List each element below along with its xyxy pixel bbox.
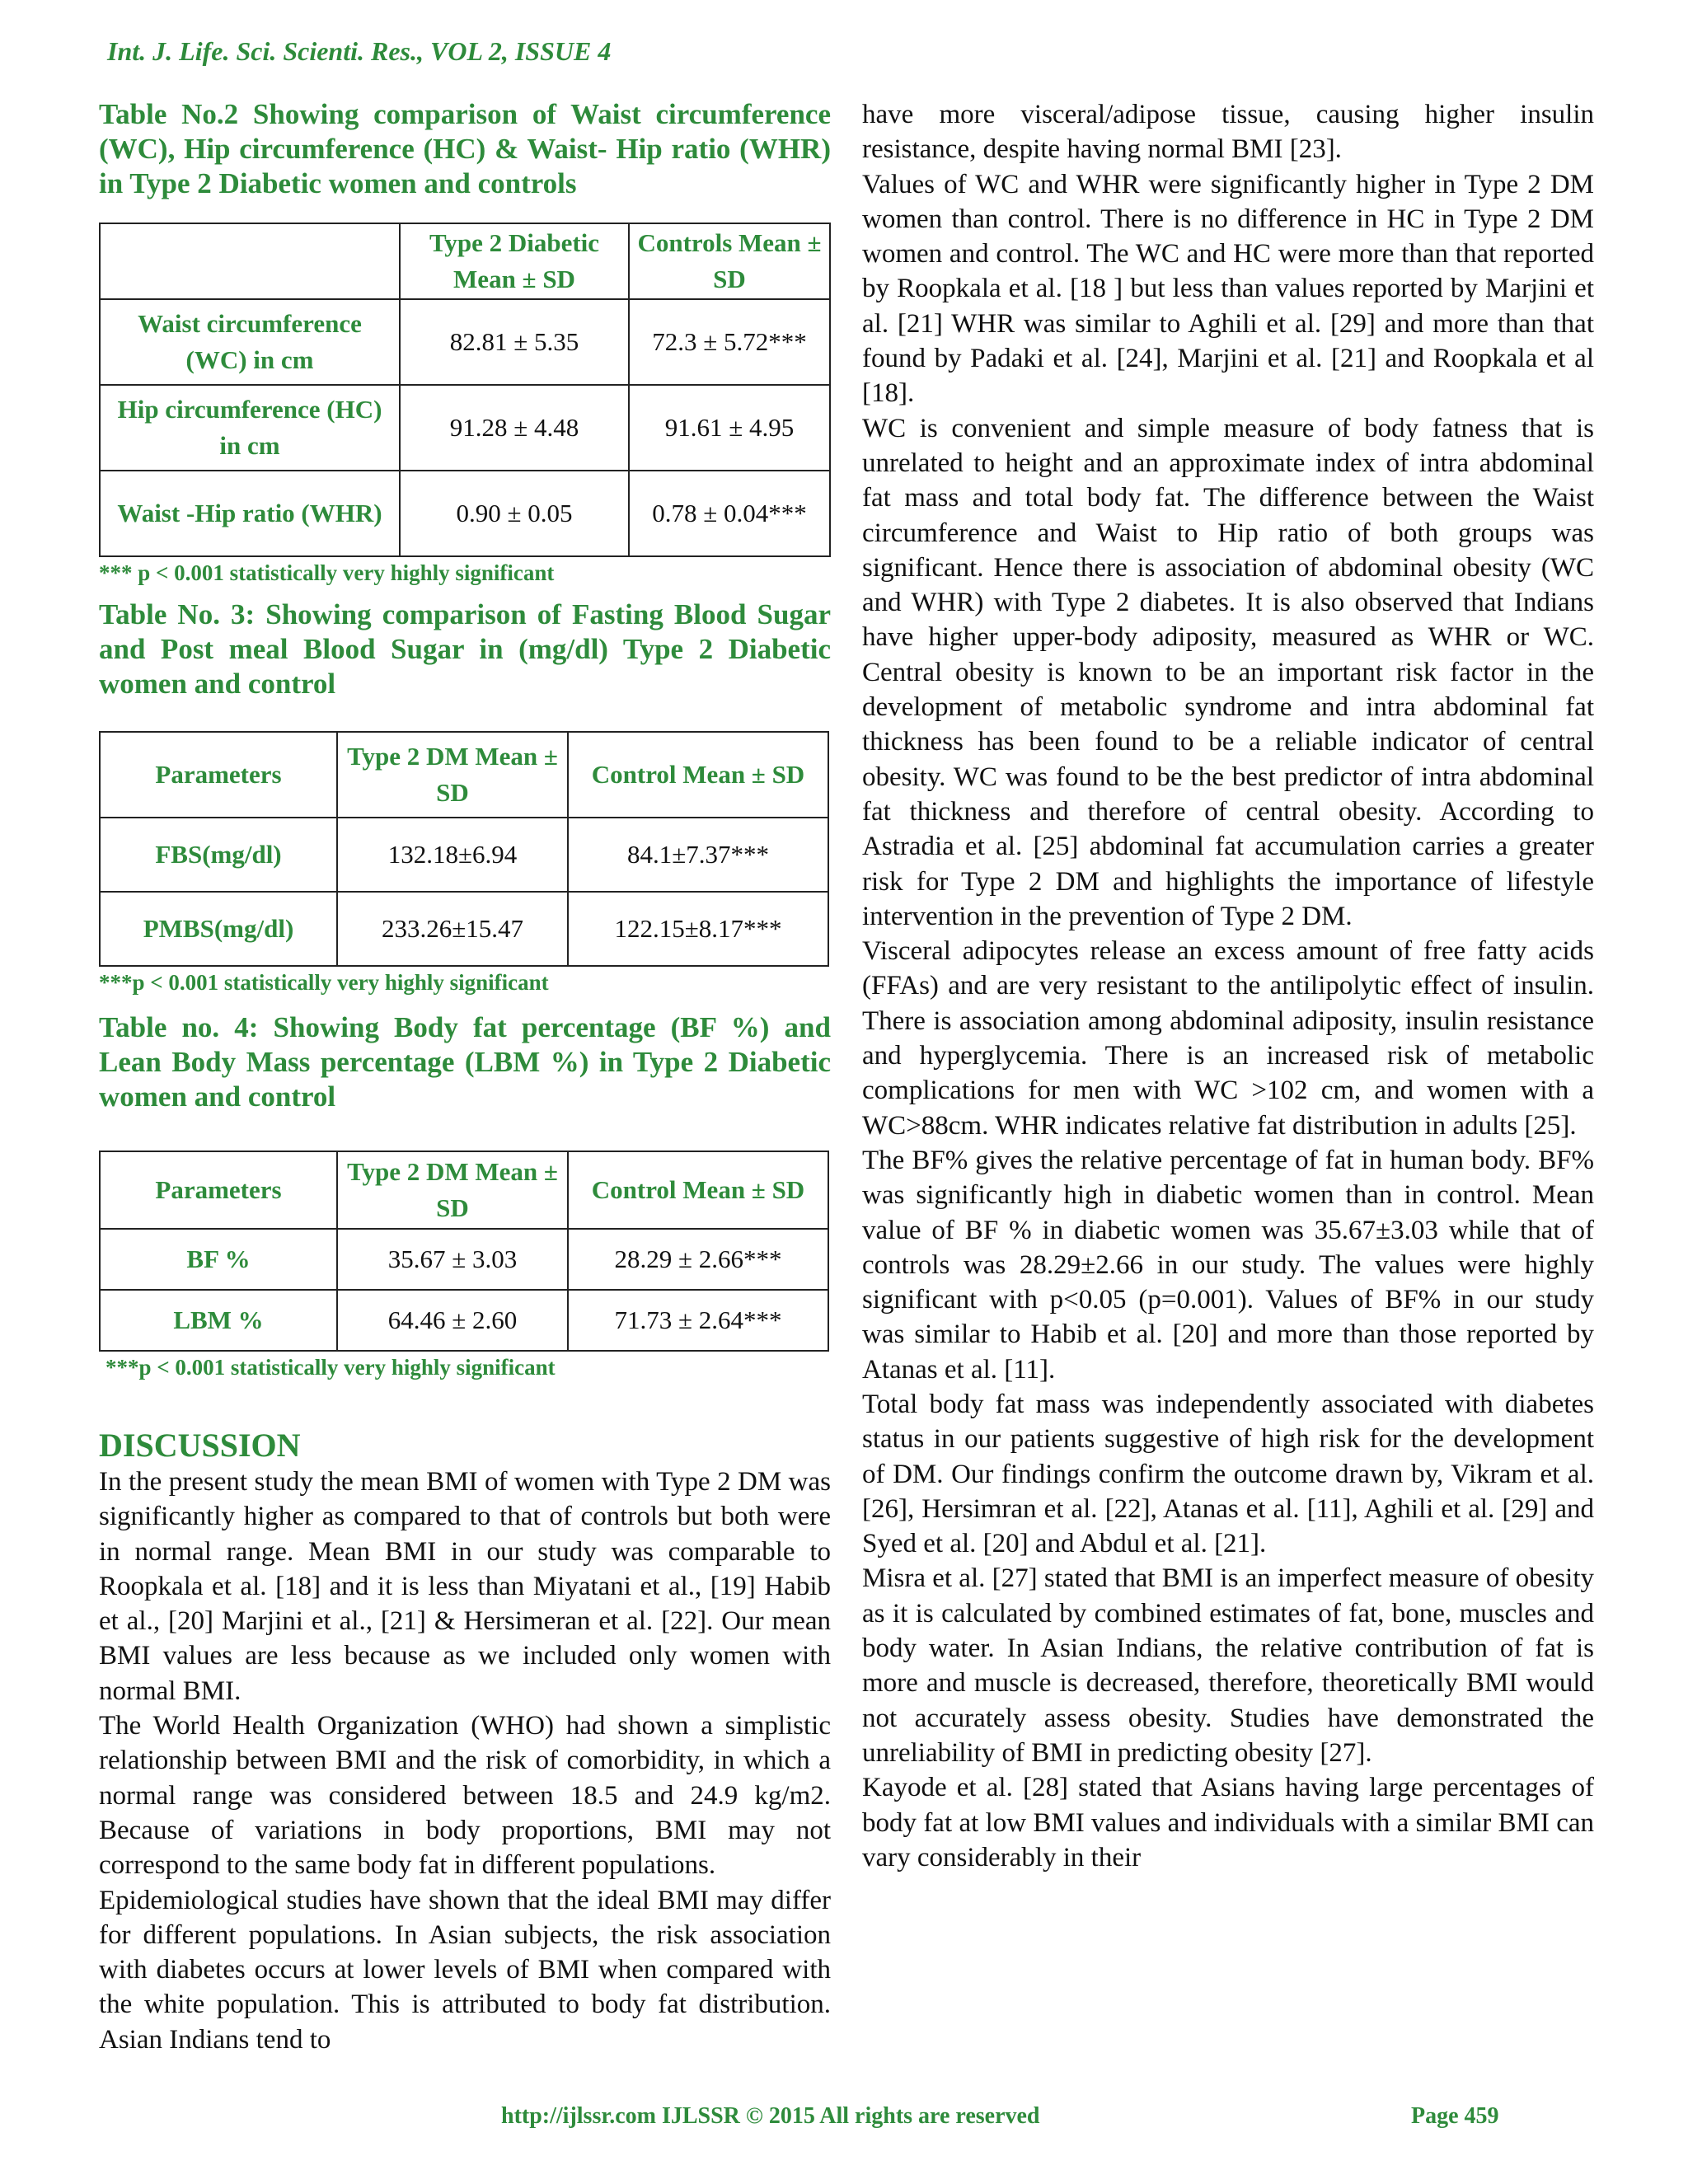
table2-cell: 91.61 ± 4.95 <box>629 385 830 471</box>
discussion-paragraph: The BF% gives the relative percentage of fat in human body. BF% was significantly high in diabetic women than in control. Mean value of BF % in diabetic women was 35.67±3.03 while that of controls was 28.29±2.66 in our study. The values were highly significant with p<0.05 (p=0.001). Values of BF% in our study was similar to Habib et al. [20] and more than those reported by Atanas et al. [11]. <box>862 1145 1594 1385</box>
table2-header-empty <box>100 223 400 299</box>
table-row <box>100 1229 828 1290</box>
discussion-paragraph: Values of WC and WHR were significantly higher in Type 2 DM women than control. There is no difference in HC in Type 2 DM women and control. The WC and HC were more than that reported by Roopkala et al. [18 ] but less than values reported by Marjini et al. [21] WHR was similar to Aghili et al. [29] and more than that found by Padaki et al. [24], Marjini et al. [21] and Roopkala et al [18]. <box>862 169 1594 409</box>
table4-row-label: LBM % <box>100 1290 337 1351</box>
table3-header-type2: Type 2 DM Mean ± SD <box>337 732 568 818</box>
table-row <box>100 1290 828 1351</box>
table-row <box>100 385 830 471</box>
table-row <box>100 732 828 818</box>
table4-caption: Table no. 4: Showing Body fat percentage (BF %) and Lean Body Mass percentage (LBM %) in Type 2 Diabetic women and control <box>99 1011 831 1113</box>
table3-row-label: FBS(mg/dl) <box>100 818 337 892</box>
table2-cell: 91.28 ± 4.48 <box>400 385 629 471</box>
table-row <box>100 223 830 299</box>
table2-row-label: Waist -Hip ratio (WHR) <box>100 471 400 556</box>
table3-cell: 84.1±7.37*** <box>568 818 828 892</box>
discussion-paragraph: Misra et al. [27] stated that BMI is an imperfect measure of obesity as it is calculated by combined estimates of fat, bone, muscles and body water. In Asian Indians, the relative contribution of fat is more and muscle is decreased, therefore, theoretically BMI would not accurately assess obesity. Studies have demonstrated the unreliability of BMI in predicting obesity [27]. <box>862 1563 1594 1768</box>
running-head: Int. J. Life. Sci. Scienti. Res., VOL 2, ISSUE 4 <box>107 36 612 66</box>
discussion-heading: DISCUSSION <box>99 1427 301 1464</box>
table2-cell: 0.90 ± 0.05 <box>400 471 629 556</box>
table2-caption: Table No.2 Showing comparison of Waist circumference (WC), Hip circumference (HC) & Waist- Hip ratio (WHR) in Type 2 Diabetic women and controls <box>99 98 831 199</box>
table3-cell: 122.15±8.17*** <box>568 892 828 966</box>
table4-row-label: BF % <box>100 1229 337 1290</box>
table-row <box>100 471 830 556</box>
table2-note: *** p < 0.001 statistically very highly significant <box>99 560 555 585</box>
table2-cell: 72.3 ± 5.72*** <box>629 299 830 385</box>
table-row <box>100 818 828 892</box>
table3-row-label: PMBS(mg/dl) <box>100 892 337 966</box>
table4-note: ***p < 0.001 statistically very highly significant <box>106 1355 556 1380</box>
discussion-paragraph: The World Health Organization (WHO) had shown a simplistic relationship between BMI and the risk of comorbidity, in which a normal range was considered between 18.5 and 24.9 kg/m2. Because of variations in body proportions, BMI may not correspond to the same body fat in different populations. <box>99 1711 831 1881</box>
discussion-paragraph: In the present study the mean BMI of women with Type 2 DM was significantly higher as compared to that of controls but both were in normal range. Mean BMI in our study was comparable to Roopkala et al. [18] and it is less than Miyatani et al., [19] Habib et al., [20] Marjini et al., [21] & Hersimeran et al. [22]. Our mean BMI values are less because as we included only women with normal BMI. <box>99 1467 831 1706</box>
discussion-paragraph: Epidemiological studies have shown that the ideal BMI may differ for different populations. In Asian subjects, the risk association with diabetes occurs at lower levels of BMI when compared with the white population. This is attributed to body fat distribution. Asian Indians tend to <box>99 1885 831 2055</box>
table2-header-diabetic: Type 2 Diabetic Mean ± SD <box>400 223 629 299</box>
table-row <box>100 299 830 385</box>
table4-cell: 28.29 ± 2.66*** <box>568 1229 828 1290</box>
table3-cell: 132.18±6.94 <box>337 818 568 892</box>
table2-row-label: Hip circumference (HC) in cm <box>100 385 400 471</box>
discussion-paragraph: have more visceral/adipose tissue, causing higher insulin resistance, despite having normal BMI [23]. <box>862 100 1594 165</box>
table2-row-label: Waist circumference (WC) in cm <box>100 299 400 385</box>
discussion-paragraph: Total body fat mass was independently associated with diabetes status in our patients suggestive of high risk for the development of DM. Our findings confirm the outcome drawn by, Vikram et al. [26], Hersimran et al. [22], Atanas et al. [11], Aghili et al. [29] and Syed et al. [20] and Abdul et al. [21]. <box>862 1389 1594 1559</box>
left-column <box>99 97 831 2057</box>
table3-header-control: Control Mean ± SD <box>568 732 828 818</box>
table3-note: ***p < 0.001 statistically very highly significant <box>99 970 549 995</box>
table4-header-control: Control Mean ± SD <box>568 1151 828 1229</box>
table-row <box>100 1151 828 1229</box>
table3-header-parameters: Parameters <box>100 732 337 818</box>
table2-header-controls: Controls Mean ± SD <box>629 223 830 299</box>
table4-header-type2: Type 2 DM Mean ± SD <box>337 1151 568 1229</box>
table3-cell: 233.26±15.47 <box>337 892 568 966</box>
discussion-paragraph: Visceral adipocytes release an excess amount of free fatty acids (FFAs) and are very resistant to the antilipolytic effect of insulin. There is association among abdominal adiposity, insulin resistance and hyperglycemia. There is an increased risk of metabolic complications for men with WC >102 cm, and women with a WC>88cm. WHR indicates relative fat distribution in adults [25]. <box>862 936 1594 1141</box>
right-column <box>862 97 1594 1875</box>
table4-cell: 35.67 ± 3.03 <box>337 1229 568 1290</box>
page-number: Page 459 <box>1411 2103 1499 2129</box>
table2-cell: 0.78 ± 0.04*** <box>629 471 830 556</box>
table3-caption: Table No. 3: Showing comparison of Fasting Blood Sugar and Post meal Blood Sugar in (mg/dl) Type 2 Diabetic women and control <box>99 598 831 700</box>
table2-cell: 82.81 ± 5.35 <box>400 299 629 385</box>
discussion-paragraph: Kayode et al. [28] stated that Asians having large percentages of body fat at low BMI values and individuals with a similar BMI can vary considerably in their <box>862 1773 1594 1872</box>
footer-link[interactable]: http://ijlssr.com IJLSSR © 2015 All rights are reserved <box>501 2103 1040 2129</box>
table4-cell: 71.73 ± 2.64*** <box>568 1290 828 1351</box>
table-row <box>100 892 828 966</box>
table4-cell: 64.46 ± 2.60 <box>337 1290 568 1351</box>
table4-header-parameters: Parameters <box>100 1151 337 1229</box>
table4 <box>99 1151 829 1352</box>
discussion-paragraph: WC is convenient and simple measure of body fatness that is unrelated to height and an approximate index of intra abdominal fat mass and total body fat. The difference between the Waist circumference and Waist to Hip ratio of both groups was significant. Hence there is association of abdominal obesity (WC and WHR) with Type 2 diabetes. It is also observed that Indians have higher upper-body adiposity, measured as WHR or WC. Central obesity is known to be an important risk factor in the development of metabolic syndrome and intra abdominal fat thickness has been found to be a reliable indicator of central obesity. WC was found to be the best predictor of intra abdominal fat thickness and therefore of central obesity. According to Astradia et al. [25] abdominal fat accumulation carries a greater risk for Type 2 DM and highlights the importance of lifestyle intervention in the prevention of Type 2 DM. <box>862 413 1594 931</box>
table3 <box>99 731 829 967</box>
table2 <box>99 223 831 557</box>
